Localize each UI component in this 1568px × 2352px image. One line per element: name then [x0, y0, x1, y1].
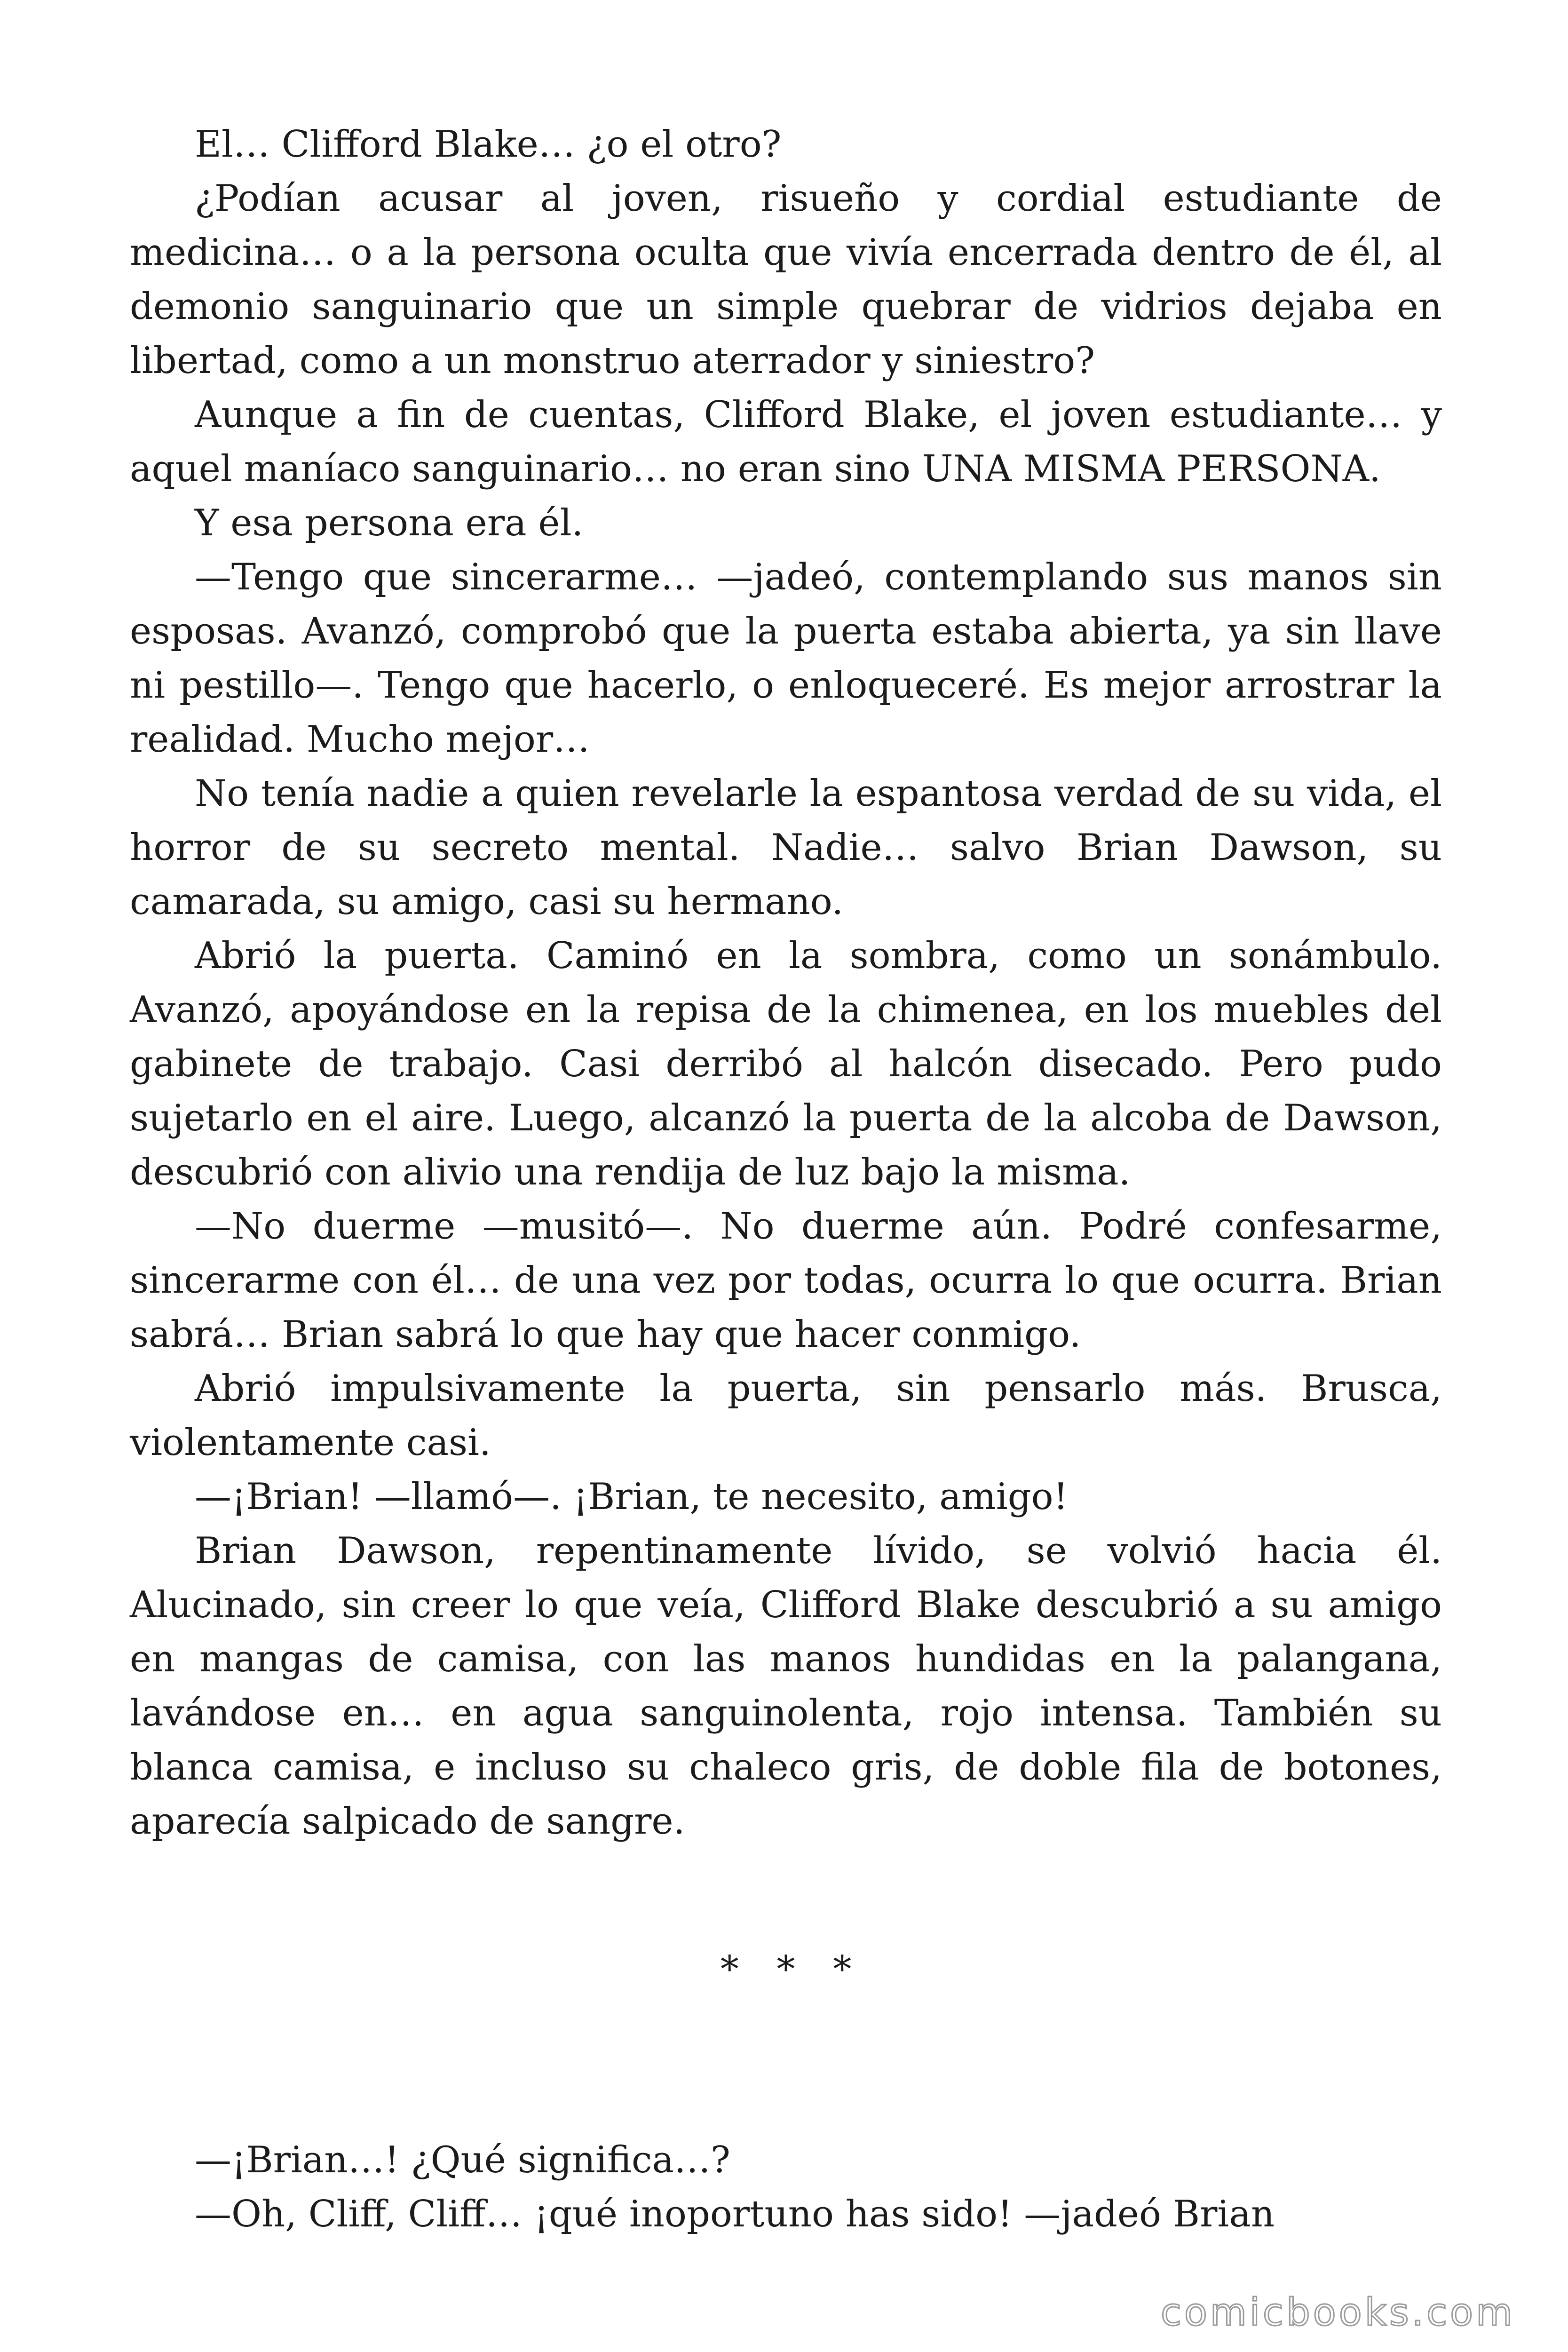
paragraph: Brian Dawson, repentinamente lívido, se volvió hacia él. Alucinado, sin creer lo que veía, Clifford Blake descubrió a su amigo en mangas de camisa, con las manos hundidas en la palangana, lavándose en… en agua sanguinolenta, rojo intensa. También su blanca camisa, e incluso su chaleco gris, de doble fila de botones, aparecía salpicado de sangre. [130, 1530, 1442, 1843]
page-text [130, 118, 1442, 2241]
paragraph: —¡Brian! —llamó—. ¡Brian, te necesito, amigo! [195, 1476, 1068, 1518]
paragraph: —No duerme —musitó—. No duerme aún. Podré confesarme, sincerarme con él… de una vez por todas, ocurra lo que ocurra. Brian sabrá… Brian sabrá lo que hay que hacer conmigo. [130, 1205, 1442, 1356]
paragraph: —Tengo que sincerarme… —jadeó, contemplando sus manos sin esposas. Avanzó, comprobó que la puerta estaba abierta, ya sin llave ni pestillo—. Tengo que hacerlo, o enloqueceré. Es mejor arrostrar la realidad. Mucho mejor… [130, 556, 1442, 761]
scene-separator: * * * [720, 1948, 865, 1991]
watermark: comicbooks.com [1160, 2290, 1515, 2334]
paragraph: ¿Podían acusar al joven, risueño y cordial estudiante de medicina… o a la persona oculta que vivía encerrada dentro de él, al demonio sanguinario que un simple quebrar de vidrios dejaba en libertad, como a un monstruo aterrador y siniestro? [130, 177, 1442, 382]
paragraph: Y esa persona era él. [195, 502, 584, 544]
paragraph: No tenía nadie a quien revelarle la espantosa verdad de su vida, el horror de su secreto mental. Nadie… salvo Brian Dawson, su camarada, su amigo, casi su hermano. [130, 772, 1442, 923]
paragraph: Abrió impulsivamente la puerta, sin pensarlo más. Brusca, violentamente casi. [130, 1367, 1442, 1464]
paragraph: El… Clifford Blake… ¿o el otro? [195, 123, 782, 166]
paragraph: Aunque a fin de cuentas, Clifford Blake, el joven estudiante… y aquel maníaco sanguinario… no eran sino UNA MISMA PERSONA. [130, 394, 1442, 490]
paragraph: —¡Brian…! ¿Qué significa…? [195, 2139, 730, 2181]
paragraph: Abrió la puerta. Caminó en la sombra, como un sonámbulo. Avanzó, apoyándose en la repisa de la chimenea, en los muebles del gabinete de trabajo. Casi derribó al halcón disecado. Pero pudo sujetarlo en el aire. Luego, alcanzó la puerta de la alcoba de Dawson, descubrió con alivio una rendija de luz bajo la misma. [130, 935, 1442, 1193]
paragraph: —Oh, Cliff, Cliff… ¡qué inoportuno has sido! —jadeó Brian [195, 2193, 1275, 2235]
